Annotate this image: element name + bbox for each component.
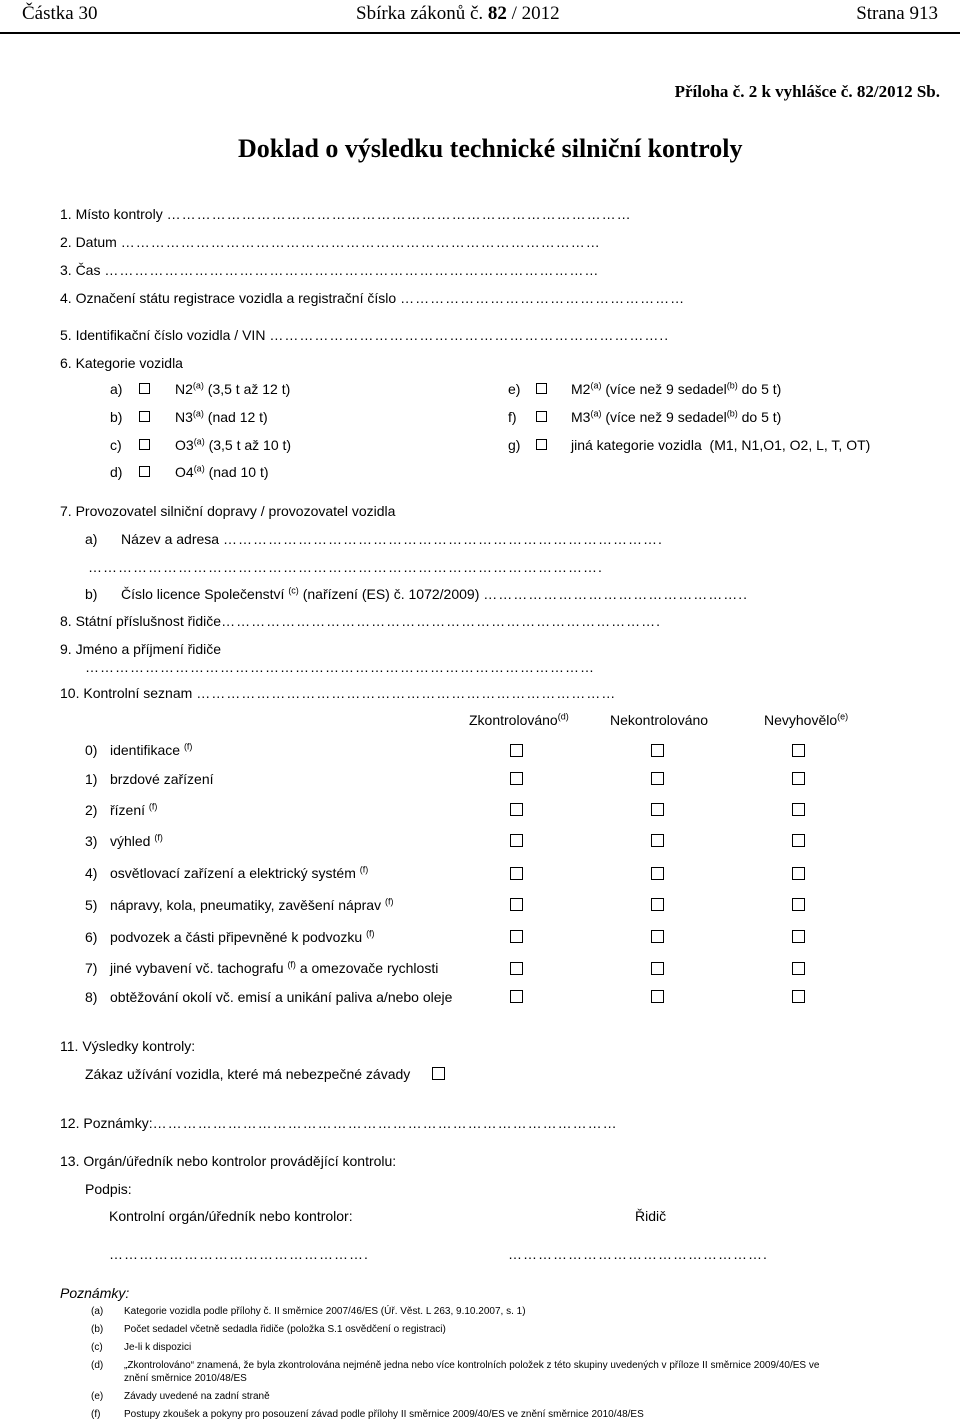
item-8: 8. Státní příslušnost řidiče…………………………………………………………………………….: [60, 613, 661, 629]
category-d-label: O4$^{(a)}$ (nad 10 t): [175, 463, 269, 480]
checklist-row-number: 7): [85, 960, 98, 976]
checklist-faulty-checkbox[interactable]: [792, 867, 805, 880]
category-c-checkbox[interactable]: [139, 439, 150, 450]
checklist-faulty-checkbox[interactable]: [792, 834, 805, 847]
checklist-faulty-checkbox[interactable]: [792, 990, 805, 1003]
checklist-row-number: 6): [85, 929, 98, 945]
checklist-unchecked-checkbox[interactable]: [651, 898, 664, 911]
checklist-row-label: výhled $^{(f)}$: [110, 832, 163, 849]
item-9: 9. Jméno a příjmení řidiče: [60, 641, 222, 657]
header-collection-prefix: Sbírka zákonů č.: [356, 3, 484, 24]
checklist-faulty-checkbox[interactable]: [792, 803, 805, 816]
checklist-checked-checkbox[interactable]: [510, 744, 523, 757]
checklist-row-number: 3): [85, 833, 98, 849]
checklist-row-number: 8): [85, 989, 98, 1005]
item-3: 3. Čas ………………………………………………………………………………………: [60, 262, 600, 278]
item-7a-dots-line: ………………………………………………………………………………………….: [88, 559, 603, 575]
item-11-ban-label: Zákaz užívání vozidla, které má nebezpečné závady: [85, 1066, 411, 1082]
category-b-label: N3$^{(a)}$ (nad 12 t): [175, 408, 268, 425]
checklist-row-number: 0): [85, 742, 98, 758]
checklist-row-label: brzdové zařízení: [110, 771, 214, 787]
checklist-row-label: řízení $^{(f)}$: [110, 801, 158, 818]
annex-label: Příloha č. 2 k vyhlášce č. 82/2012 Sb.: [674, 82, 940, 101]
checklist-checked-checkbox[interactable]: [510, 898, 523, 911]
item-9-dots-line: …………………………………………………………………………………………: [85, 659, 595, 675]
col-header-checked: Zkontrolováno$^{(d)}$: [469, 711, 569, 728]
checklist-unchecked-checkbox[interactable]: [651, 930, 664, 943]
checklist-row-number: 1): [85, 771, 98, 787]
item-7a-prefix: a): [85, 531, 98, 547]
category-b-checkbox[interactable]: [139, 411, 150, 422]
category-g-checkbox[interactable]: [536, 439, 547, 450]
item-7a: Název a adresa …………………………………………………………………………….: [121, 531, 663, 547]
signature-officer-label: Kontrolní orgán/úředník nebo kontrolor:: [109, 1208, 353, 1224]
col-header-faulty: Nevyhovělo$^{(e)}$: [764, 711, 849, 728]
item-11-ban-checkbox[interactable]: [432, 1067, 445, 1080]
signature-officer-line[interactable]: …………………………………………….: [109, 1246, 369, 1262]
note-mark: (e): [91, 1391, 104, 1402]
checklist-row-label: podvozek a části připevněné k podvozku $^{(f)}$: [110, 928, 375, 945]
item-11: 11. Výsledky kontroly:: [60, 1038, 196, 1054]
category-a-prefix: a): [110, 381, 123, 397]
category-e-prefix: e): [508, 381, 521, 397]
item-7b: Číslo licence Společenství $^{(c)}$ (nařízení (ES) č. 1072/2009) ……………………………………………..: [121, 585, 749, 602]
note-text: Počet sedadel včetně sedadla řidiče (položka S.1 osvědčení o registraci): [124, 1324, 446, 1335]
checklist-checked-checkbox[interactable]: [510, 803, 523, 816]
note-text: „Zkontrolováno“ znamená, že byla zkontrolována nejméně jedna nebo více kontrolních položek z této skupiny uvedených v příloze II směrnice 2009/40/ES ve: [124, 1360, 820, 1371]
item-13: 13. Orgán/úředník nebo kontrolor provádějící kontrolu:: [60, 1153, 397, 1169]
header-part: Částka 30: [22, 3, 98, 24]
header-number: 82: [487, 3, 507, 24]
category-d-prefix: d): [110, 464, 123, 480]
checklist-checked-checkbox[interactable]: [510, 962, 523, 975]
note-mark: (d): [91, 1360, 104, 1371]
checklist-row-label: nápravy, kola, pneumatiky, zavěšení náprav $^{(f)}$: [110, 896, 394, 913]
checklist-unchecked-checkbox[interactable]: [651, 834, 664, 847]
checklist-row-label: jiné vybavení vč. tachografu $^{(f)}$ a omezovače rychlosti: [110, 959, 439, 976]
checklist-unchecked-checkbox[interactable]: [651, 772, 664, 785]
category-f-checkbox[interactable]: [536, 411, 547, 422]
checklist-row-label: obtěžování okolí vč. emisí a unikání paliva a/nebo oleje: [110, 989, 453, 1005]
note-text: znění směrnice 2010/48/ES: [124, 1373, 247, 1384]
category-g-prefix: g): [508, 437, 521, 453]
category-f-label: M3$^{(a)}$ (více než 9 sedadel$^{(b)}$ do 5 t): [571, 408, 782, 425]
note-text: Závady uvedené na zadní straně: [124, 1391, 270, 1402]
checklist-faulty-checkbox[interactable]: [792, 744, 805, 757]
checklist-faulty-checkbox[interactable]: [792, 898, 805, 911]
checklist-unchecked-checkbox[interactable]: [651, 803, 664, 816]
checklist-row-number: 4): [85, 865, 98, 881]
item-5: 5. Identifikační číslo vozidla / VIN ……………………………………………………………………..: [60, 327, 670, 343]
checklist-row-label: osvětlovací zařízení a elektrický systém $^{(f)}$: [110, 864, 369, 881]
checklist-faulty-checkbox[interactable]: [792, 930, 805, 943]
signature-heading: Podpis:: [85, 1181, 132, 1197]
signature-driver-line[interactable]: …………………………………………….: [508, 1246, 768, 1262]
note-text: Je-li k dispozici: [124, 1342, 192, 1353]
checklist-checked-checkbox[interactable]: [510, 930, 523, 943]
header-page: Strana 913: [856, 3, 938, 24]
category-f-prefix: f): [508, 409, 517, 425]
category-b-prefix: b): [110, 409, 123, 425]
item-6: 6. Kategorie vozidla: [60, 355, 183, 371]
checklist-unchecked-checkbox[interactable]: [651, 744, 664, 757]
item-7b-prefix: b): [85, 586, 98, 602]
col-header-unchecked: Nekontrolováno: [610, 712, 709, 728]
item-12: 12. Poznámky:…………………………………………………………………………………: [60, 1115, 618, 1131]
note-mark: (c): [91, 1342, 103, 1353]
checklist-row-number: 5): [85, 897, 98, 913]
category-e-label: M2$^{(a)}$ (více než 9 sedadel$^{(b)}$ do 5 t): [571, 380, 782, 397]
category-c-prefix: c): [110, 437, 122, 453]
item-1: 1. Místo kontroly …………………………………………………………………………………: [60, 206, 632, 222]
header-rule: [0, 32, 960, 34]
note-mark: (b): [91, 1324, 104, 1335]
checklist-unchecked-checkbox[interactable]: [651, 867, 664, 880]
header-collection: [356, 3, 560, 25]
checklist-checked-checkbox[interactable]: [510, 867, 523, 880]
category-g-label: jiná kategorie vozidla (M1, N1,O1, O2, L, T, OT): [571, 437, 871, 453]
checklist-row-number: 2): [85, 802, 98, 818]
category-d-checkbox[interactable]: [139, 466, 150, 477]
checklist-checked-checkbox[interactable]: [510, 834, 523, 847]
checklist-unchecked-checkbox[interactable]: [651, 962, 664, 975]
item-10: 10. Kontrolní seznam …………………………………………………………………………: [60, 685, 617, 701]
note-text: Kategorie vozidla podle přílohy č. II směrnice 2007/46/ES (Úř. Věst. L 263, 9.10.2007, s. 1): [124, 1306, 526, 1317]
note-text: Postupy zkoušek a pokyny pro posouzení závad podle přílohy II směrnice 2009/40/ES ve znění směrnice 2010/48/ES: [124, 1409, 644, 1420]
item-2: 2. Datum ……………………………………………………………………………………: [60, 234, 601, 250]
item-4: 4. Označení státu registrace vozidla a registrační číslo …………………………………………………: [60, 290, 686, 306]
note-mark: (a): [91, 1306, 104, 1317]
checklist-checked-checkbox[interactable]: [510, 990, 523, 1003]
checklist-faulty-checkbox[interactable]: [792, 962, 805, 975]
page-title: Doklad o výsledku technické silniční kontroly: [238, 134, 743, 163]
signature-driver-label: Řidič: [635, 1208, 667, 1224]
category-c-label: O3$^{(a)}$ (3,5 t až 10 t): [175, 436, 292, 453]
header-year: / 2012: [511, 3, 560, 24]
checklist-unchecked-checkbox[interactable]: [651, 990, 664, 1003]
note-mark: (f): [91, 1409, 101, 1420]
notes-title: Poznámky:: [60, 1285, 130, 1301]
category-e-checkbox[interactable]: [536, 383, 547, 394]
checklist-checked-checkbox[interactable]: [510, 772, 523, 785]
checklist-faulty-checkbox[interactable]: [792, 772, 805, 785]
category-a-label: N2$^{(a)}$ (3,5 t až 12 t): [175, 380, 291, 397]
category-a-checkbox[interactable]: [139, 383, 150, 394]
item-7: 7. Provozovatel silniční dopravy / provozovatel vozidla: [60, 503, 396, 519]
checklist-row-label: identifikace $^{(f)}$: [110, 741, 193, 758]
